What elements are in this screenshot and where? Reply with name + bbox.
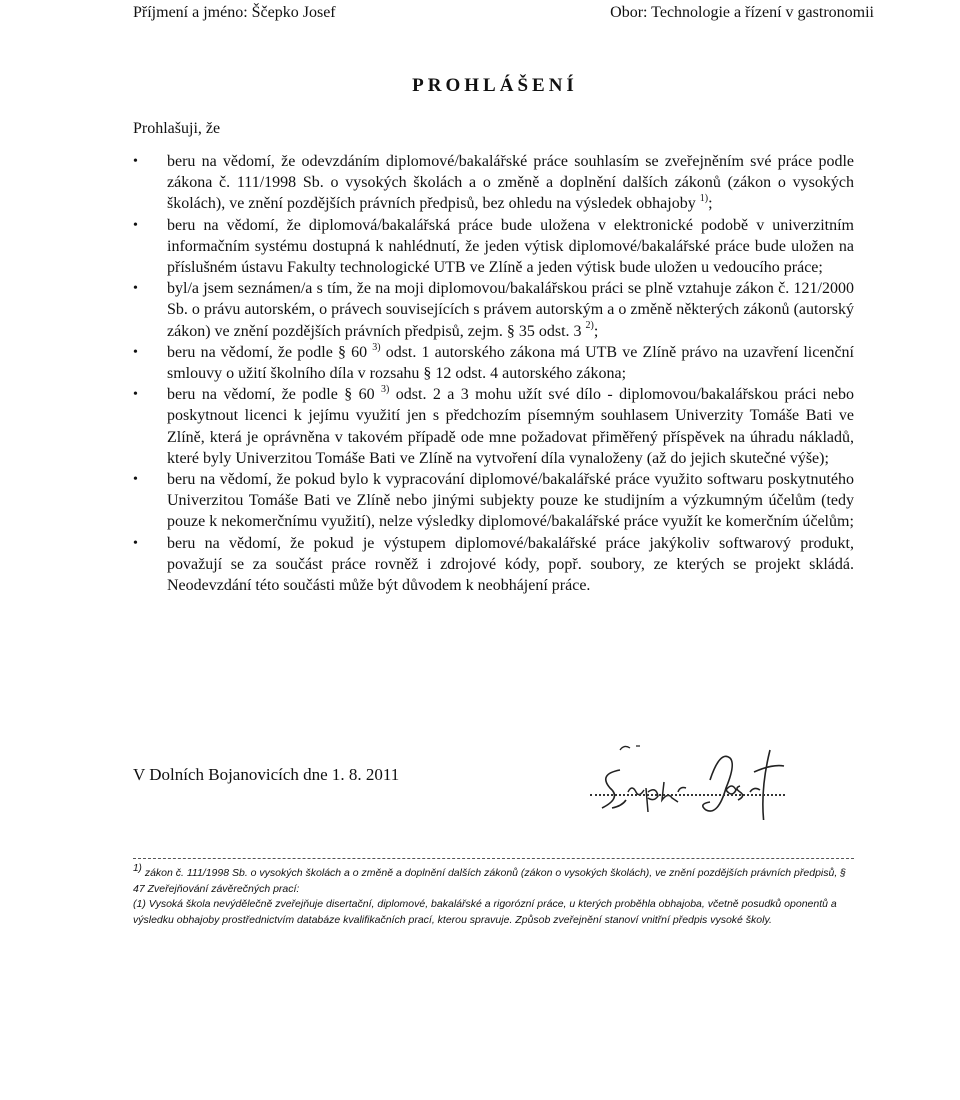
footnote-ref: 3) (381, 383, 390, 395)
author-name: Příjmení a jméno: Ščepko Josef (133, 4, 336, 21)
document-title: PROHLÁŠENÍ (412, 75, 578, 96)
declaration-item (133, 278, 854, 342)
footnote-text: (1) Vysoká škola nevýdělečně zveřejňuje disertační, diplomové, bakalářské a rigorózní práce, u kterých proběhla obhajoba, včetně posudků oponentů a výsledku obhajoby prostřednictvím databáze kvalifikačních prací, kterou spravuje. Způsob zveřejnění stanoví vnitřní předpis vysoké školy. (133, 898, 837, 926)
item-text-after: ; (708, 195, 713, 213)
item-text: byl/a jsem seznámen/a s tím, že na moji diplomovou/bakalářskou práci se plně vztahuje zákon č. 121/2000 Sb. o právu autorském, o právech souvisejících s právem autorským a o změně některých zákonů (autorský zákon) ve znění pozdějších právních předpisů, zejm. § 35 odst. 3 (167, 280, 854, 340)
item-text-after: ; (593, 322, 599, 340)
footnote-ref: 1) (699, 193, 709, 205)
footnote-text: zákon č. 111/1998 Sb. o vysokých školách a o změně a doplnění dalších zákonů (zákon o vysokých školách), ve znění pozdějších právních předpisů, § 47 Zveřejňování závěrečných prací: (133, 867, 847, 895)
declaration-list (133, 151, 854, 596)
study-field: Obor: Technologie a řízení v gastronomii (610, 4, 874, 21)
footnote-marker: 1) (133, 862, 142, 874)
item-text: beru na vědomí, že podle § 60 (167, 343, 368, 361)
footnote-line (133, 897, 854, 928)
item-text-after: odst. 1 autorského zákona má UTB ve Zlíně právo na uzavření licenční smlouvy o užití školního díla v rozsahu § 12 odst. 4 autorského zákona; (167, 343, 855, 383)
declaration-item (133, 342, 854, 384)
footnote-line (133, 862, 854, 897)
item-text: beru na vědomí, že podle § 60 (167, 386, 375, 404)
footnote (133, 862, 854, 928)
page-header (133, 4, 874, 28)
signature-line (590, 794, 785, 796)
item-text: beru na vědomí, že pokud bylo k vypracování diplomové/bakalářské práce využito softwaru poskytnutého Univerzitou Tomáše Bati ve Zlíně nebo jinými subjekty pouze ke studijním a výzkumným účelům (tedy pouze k nekomerčnímu využití), nelze výsledky diplomové/bakalářské práce využít ke komerčním účelům; (167, 471, 854, 531)
intro-text: Prohlašuji, že (133, 120, 221, 137)
handwritten-signature (590, 730, 790, 820)
declaration-item (133, 469, 854, 533)
item-text-after: odst. 2 a 3 mohu užít své dílo - diplomovou/bakalářskou práci nebo poskytnout licenci k jejímu využití jen s předchozím písemným souhlasem Univerzity Tomáše Bati ve Zlíně, která je oprávněna v takovém případě ode mne požadovat přiměřený příspěvek na úhradu nákladů, které byly Univerzitou Tomáše Bati ve Zlíně na vytvoření díla vynaloženy (až do jejich skutečné výše); (167, 386, 855, 467)
declaration-item (133, 533, 854, 597)
item-text: beru na vědomí, že pokud je výstupem diplomové/bakalářské práce jakýkoliv softwarový produkt, považují se za součást práce rovněž i zdrojové kódy, popř. soubory, ze kterých se projekt skládá. Neodevzdání této součásti může být důvodem k neobhájení práce. (167, 534, 854, 595)
footnote-separator (133, 858, 854, 859)
footnote-ref: 3) (372, 341, 381, 353)
declaration-item (133, 384, 854, 469)
item-text: beru na vědomí, že diplomová/bakalářská práce bude uložena v elektronické podobě v univerzitním informačním systému dostupná k nahlédnutí, že jeden výtisk diplomové/bakalářské práce bude uložen na příslušném ústavu Fakulty technologické UTB ve Zlíně a jeden výtisk bude uložen u vedoucího práce; (167, 216, 854, 277)
footnote-ref: 2) (585, 320, 594, 332)
place-and-date: V Dolních Bojanovicích dne 1. 8. 2011 (133, 765, 400, 784)
declaration-item (133, 151, 854, 215)
declaration-item (133, 215, 854, 279)
item-text: beru na vědomí, že odevzdáním diplomové/bakalářské práce souhlasím se zveřejněním své práce podle zákona č. 111/1998 Sb. o vysokých školách a o změně a doplnění dalších zákonů (zákon o vysokých školách), ve znění pozdějších právních předpisů, bez ohledu na výsledek obhajoby (167, 153, 854, 213)
